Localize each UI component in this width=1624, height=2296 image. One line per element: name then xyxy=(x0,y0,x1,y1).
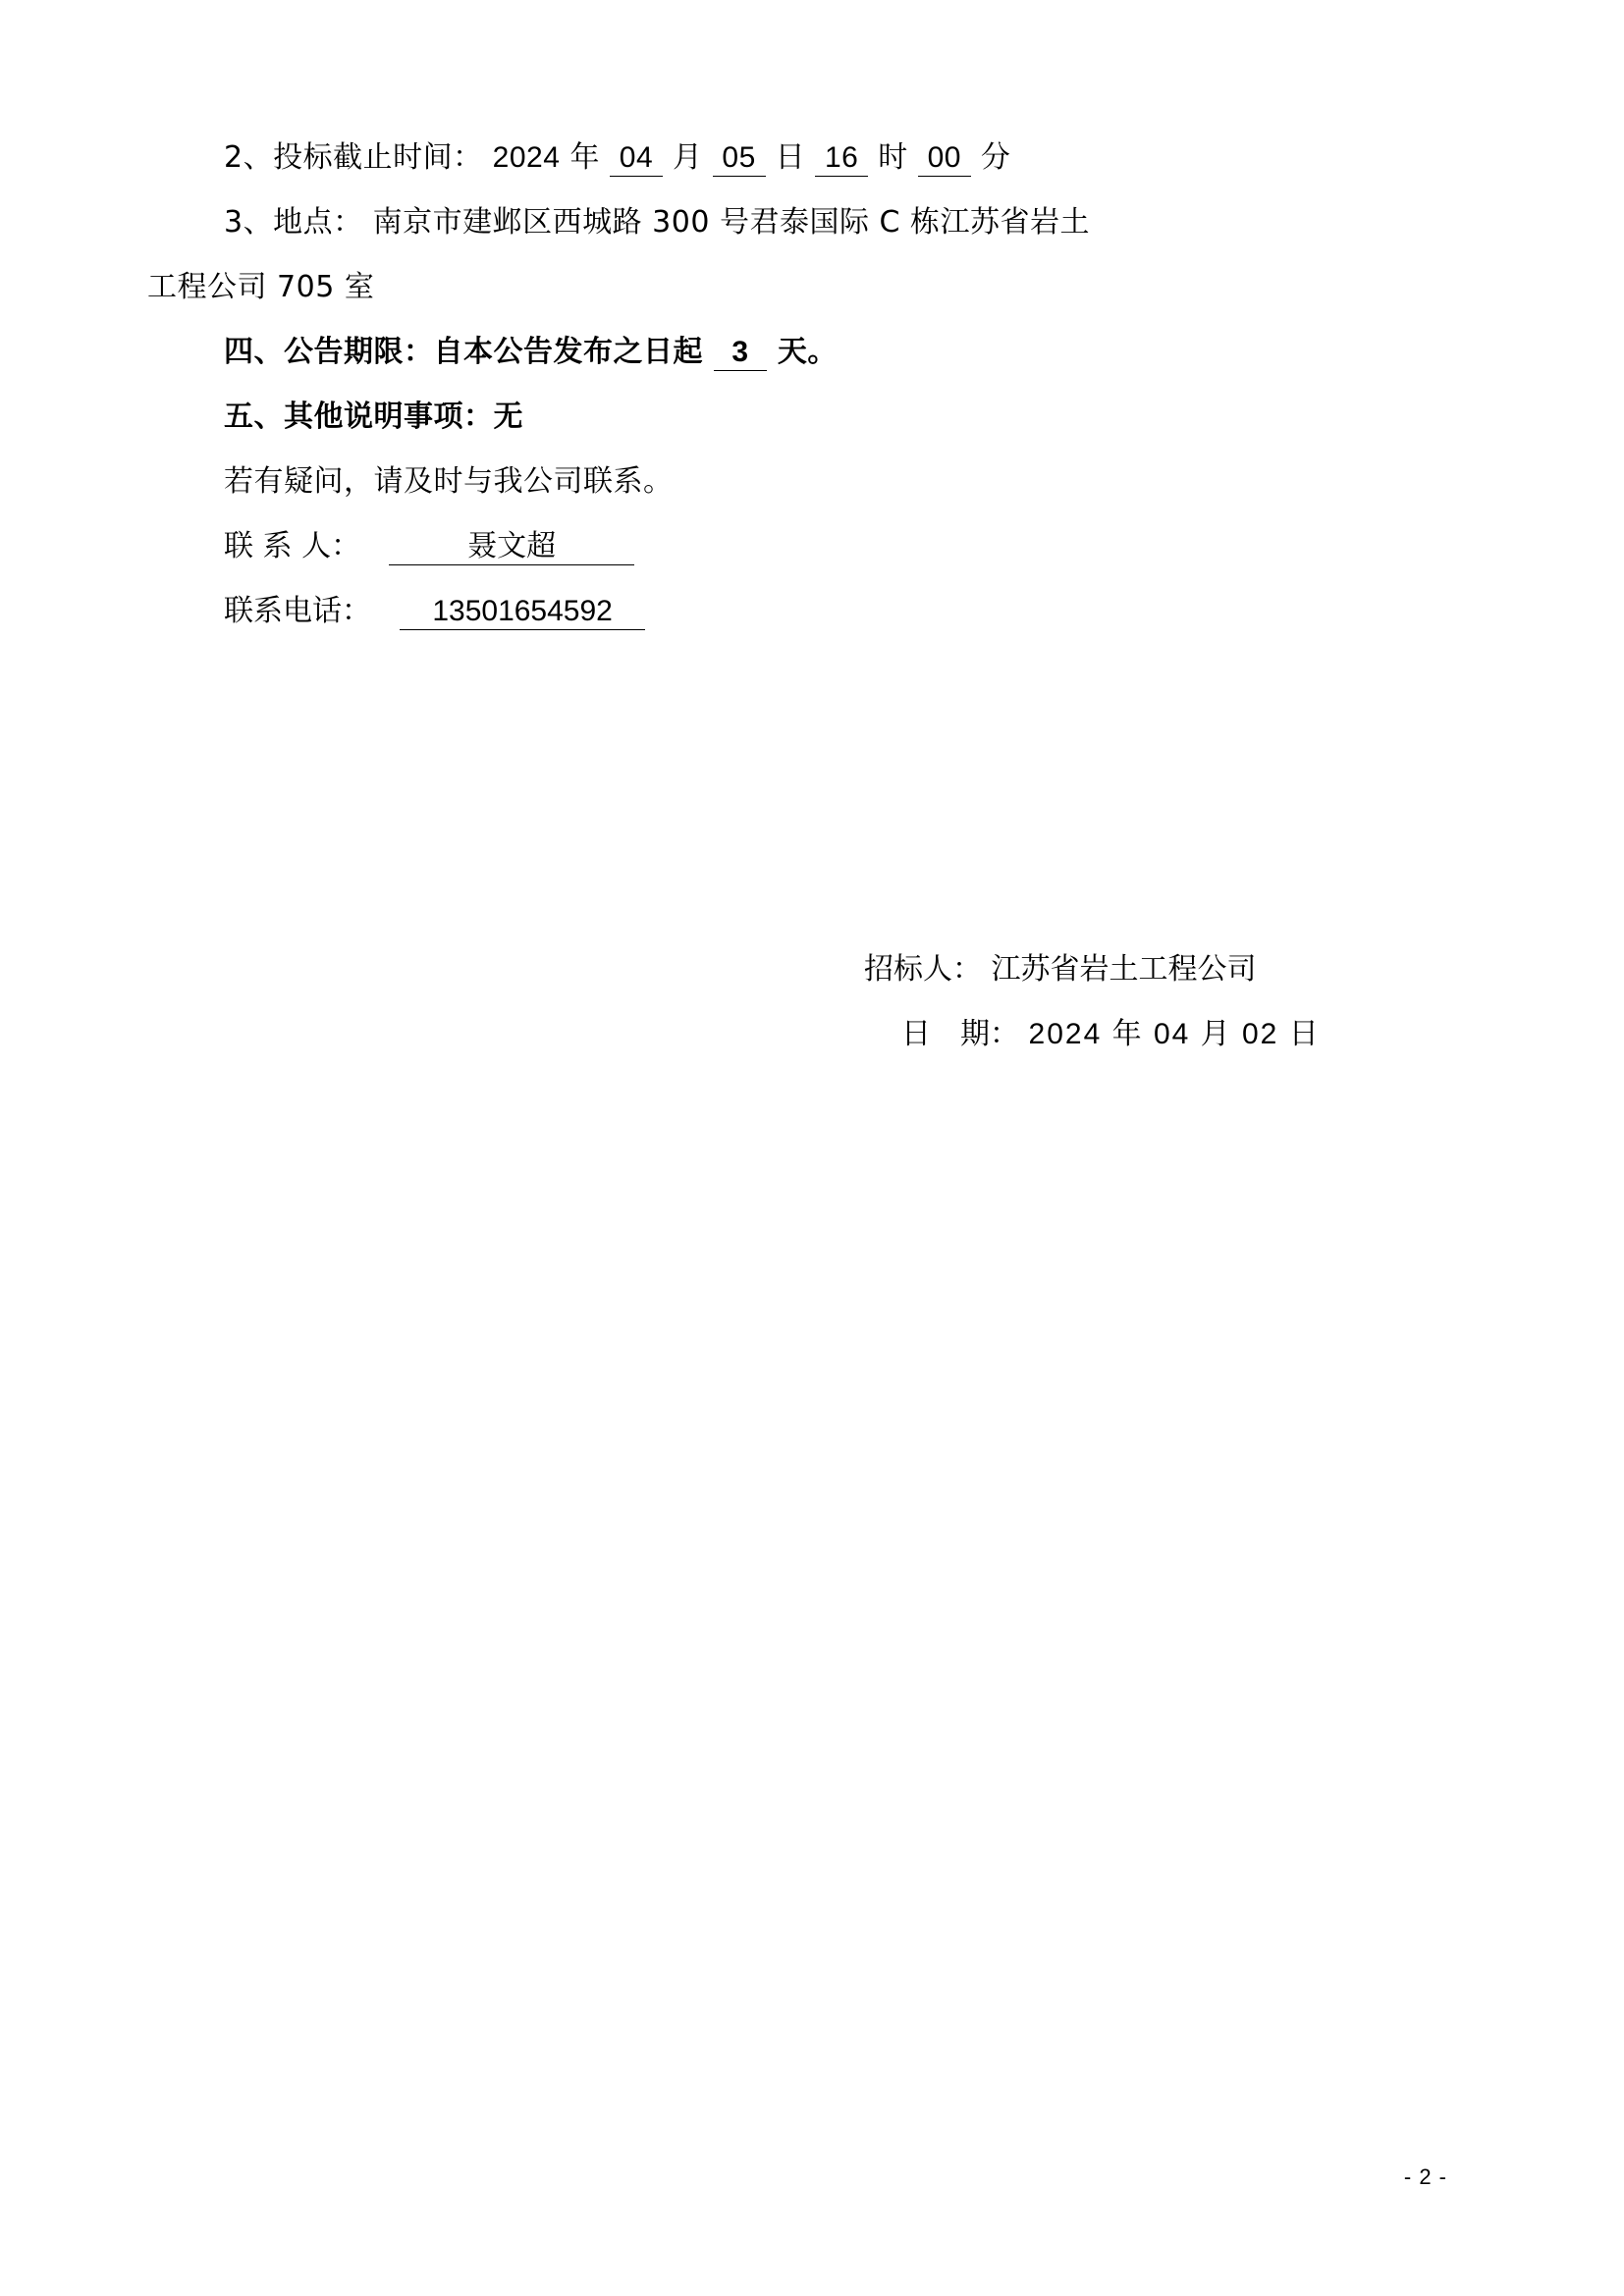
section-four-line xyxy=(224,320,1402,385)
bid-deadline-hour-field: 16 xyxy=(815,141,868,177)
location-text-1: 南京市建邺区西城路 300 号君泰国际 C 栋江苏省岩土 xyxy=(372,205,1090,240)
section-five-label: 五、其他说明事项：无 xyxy=(224,400,523,434)
section-four-days-field: 3 xyxy=(714,336,767,371)
contact-phone-label: 联系电话： xyxy=(224,594,371,628)
bid-deadline-day-field: 05 xyxy=(713,141,766,177)
section-four-suffix: 天。 xyxy=(777,335,838,369)
bid-deadline-minute-field: 00 xyxy=(918,141,971,177)
bid-deadline-label: 2、投标截止时间： xyxy=(224,140,483,175)
contact-phone-value: 13501654592 xyxy=(400,594,645,630)
section-four-label: 四、公告期限：自本公告发布之日起 xyxy=(224,335,703,369)
bid-deadline-year: 2024 xyxy=(492,141,561,174)
bid-deadline-minute-unit: 分 xyxy=(980,140,1011,175)
bid-deadline-month-unit: 月 xyxy=(673,140,703,175)
tenderer-row xyxy=(864,937,1375,1002)
page-number: - 2 - xyxy=(1403,2164,1447,2189)
bid-deadline-day-unit: 日 xyxy=(775,140,806,175)
signature-date-row xyxy=(840,1002,1375,1067)
bid-deadline-line xyxy=(224,126,1402,190)
location-text-2: 工程公司 705 室 xyxy=(147,270,375,304)
location-line-2 xyxy=(147,255,1402,320)
location-line-1 xyxy=(224,190,1402,255)
note-text: 若有疑问，请及时与我公司联系。 xyxy=(224,464,674,499)
signature-date-label: 日 期： xyxy=(901,1017,1019,1051)
contact-phone-row xyxy=(224,579,1402,644)
bid-deadline-year-unit: 年 xyxy=(569,140,600,175)
contact-person-value: 聂文超 xyxy=(389,529,634,565)
note-line xyxy=(224,450,1402,514)
tenderer-value: 江苏省岩土工程公司 xyxy=(991,952,1257,987)
signature-block xyxy=(864,937,1375,1067)
document-body xyxy=(147,126,1402,644)
bid-deadline-month-field: 04 xyxy=(610,141,663,177)
contact-block xyxy=(224,514,1402,644)
tenderer-label: 招标人： xyxy=(864,952,982,987)
contact-person-row xyxy=(224,514,1402,579)
contact-person-label: 联 系 人： xyxy=(224,529,361,563)
bid-deadline-hour-unit: 时 xyxy=(878,140,908,175)
location-label: 3、地点： xyxy=(224,205,363,240)
signature-date-value: 2024 年 04 月 02 日 xyxy=(1028,1018,1321,1050)
section-five-line xyxy=(224,385,1402,450)
